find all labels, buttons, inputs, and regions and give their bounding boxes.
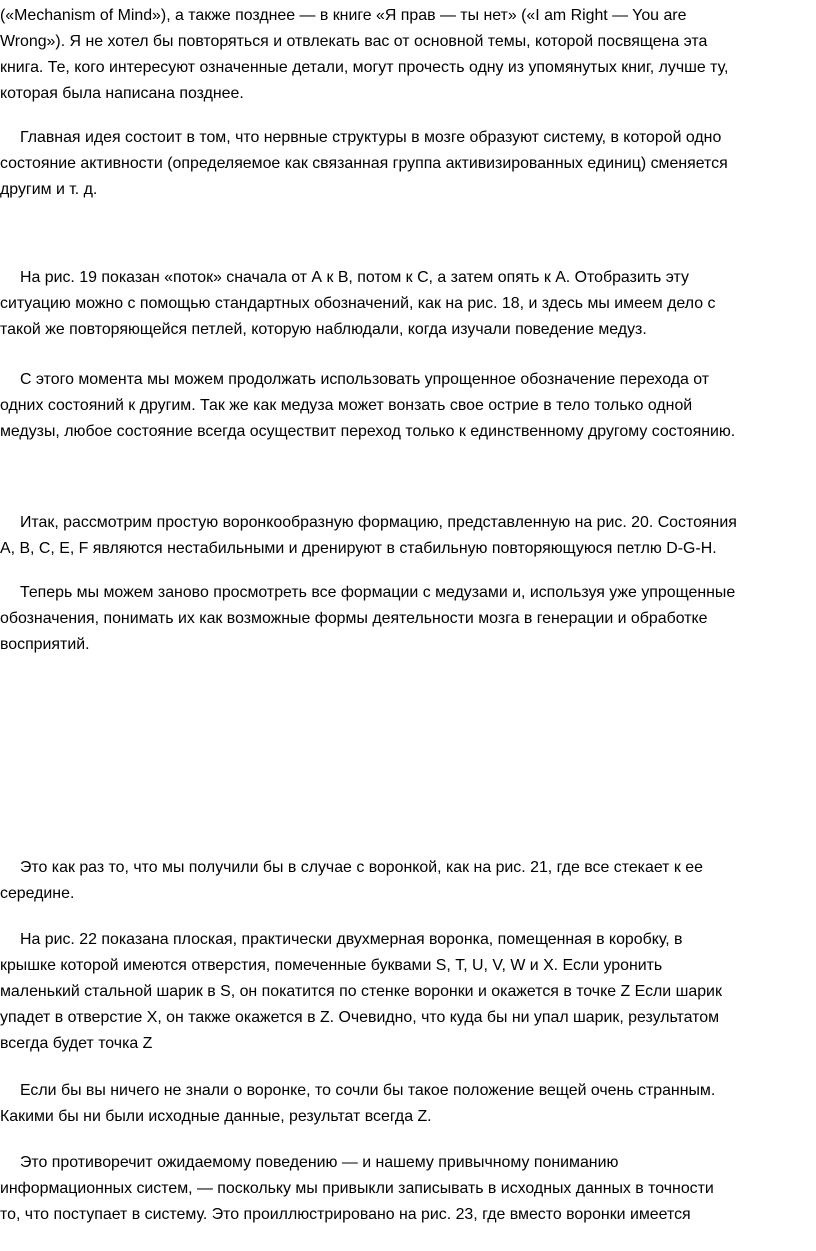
text-line: маленький стальной шарик в S, он покатится по стенке воронки и окажется в точке Z Если шарик	[0, 983, 722, 1000]
paragraph-1	[0, 3, 816, 107]
text-line: то, что поступает в систему. Это проиллюстрировано на рис. 23, где вместо воронки имеется	[0, 1206, 691, 1223]
text-line: Это противоречит ожидаемому поведению — и нашему привычному пониманию	[20, 1154, 619, 1171]
text-line: («Mechanism of Mind»), а также позднее — в книге «Я прав — ты нет» («I am Right — You are	[0, 7, 687, 24]
paragraph-9	[0, 1078, 816, 1130]
text-line: состояние активности (определяемое как связанная группа активизированных единиц) сменяется	[0, 155, 728, 172]
text-line: обозначения, понимать их как возможные формы деятельности мозга в генерации и обработке	[0, 610, 708, 627]
text-line: упадет в отверстие X, он также окажется в Z. Очевидно, что куда бы ни упал шарик, результатом	[0, 1009, 720, 1026]
text-line: На рис. 19 показан «поток» сначала от А к В, потом к С, а затем опять к А. Отобразить эту	[20, 269, 689, 286]
paragraph-6	[0, 580, 816, 658]
paragraph-7	[0, 855, 816, 907]
text-line: которая была написана позднее.	[0, 85, 244, 102]
text-line: Главная идея состоит в том, что нервные структуры в мозге образуют систему, в которой одно	[20, 129, 722, 146]
text-line: На рис. 22 показана плоская, практически двухмерная воронка, помещенная в коробку, в	[20, 931, 683, 948]
text-line: А, В, С, Е, F являются нестабильными и дренируют в стабильную повторяющуюся петлю D-G-H.	[0, 540, 717, 557]
text-line: Если бы вы ничего не знали о воронке, то сочли бы такое положение вещей очень странным.	[20, 1082, 716, 1099]
text-line: восприятий.	[0, 636, 90, 653]
text-line: информационных систем, — поскольку мы привыкли записывать в исходных данных в точности	[0, 1180, 714, 1197]
paragraph-10	[0, 1150, 816, 1228]
paragraph-5	[0, 510, 816, 562]
text-line: другим и т. д.	[0, 181, 98, 198]
text-line: Итак, рассмотрим простую воронкообразную формацию, представленную на рис. 20. Состояния	[20, 514, 737, 531]
paragraph-2	[0, 125, 816, 203]
text-line: Теперь мы можем заново просмотреть все формации с медузами и, используя уже упрощенные	[20, 584, 736, 601]
paragraph-4	[0, 367, 816, 445]
text-line: Wrong»). Я не хотел бы повторяться и отвлекать вас от основной темы, которой посвящена эта	[0, 33, 708, 50]
text-line: всегда будет точка Z	[0, 1035, 153, 1052]
text-line: одних состояний к другим. Так же как медуза может вонзать свое острие в тело только одной	[0, 397, 693, 414]
text-line: Какими бы ни были исходные данные, результат всегда Z.	[0, 1108, 432, 1125]
text-line: С этого момента мы можем продолжать использовать упрощенное обозначение перехода от	[20, 371, 710, 388]
text-line: медузы, любое состояние всегда осуществит переход только к единственному другому состоянию.	[0, 423, 736, 440]
paragraph-3	[0, 265, 816, 343]
text-line: крышке которой имеются отверстия, помеченные буквами S, Т, U, V, W и X. Если уронить	[0, 957, 663, 974]
text-line: ситуацию можно с помощью стандартных обозначений, как на рис. 18, и здесь мы имеем дело с	[0, 295, 716, 312]
text-line: такой же повторяющейся петлей, которую наблюдали, когда изучали поведение медуз.	[0, 321, 647, 338]
text-line: книга. Те, кого интересуют означенные детали, могут прочесть одну из упомянутых книг, лучше ту,	[0, 59, 729, 76]
paragraph-8	[0, 927, 816, 1057]
text-line: середине.	[0, 885, 75, 902]
text-line: Это как раз то, что мы получили бы в случае с воронкой, как на рис. 21, где все стекает к ее	[20, 859, 703, 876]
